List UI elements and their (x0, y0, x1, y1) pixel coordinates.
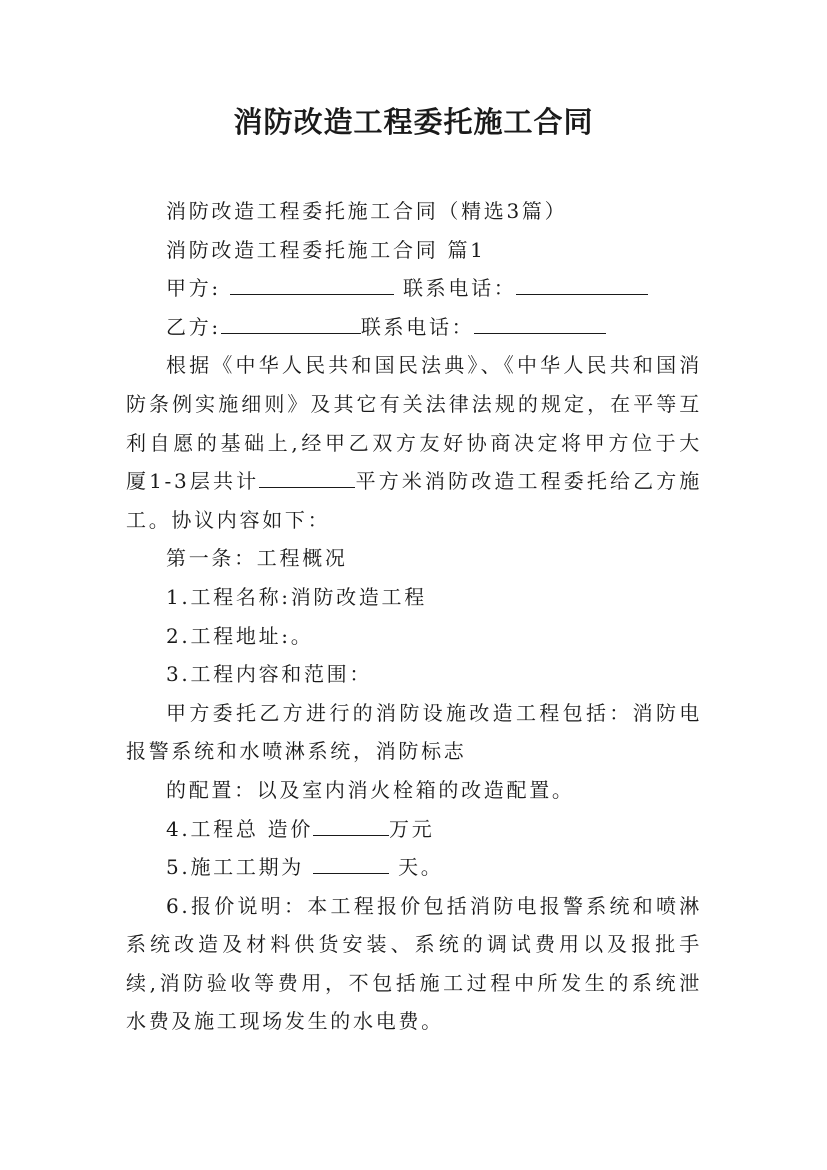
total-cost-blank (313, 813, 389, 836)
article-1-heading: 第一条：工程概况 (166, 546, 348, 571)
party-a-line (126, 269, 702, 308)
party-b-line (126, 308, 702, 347)
document-title: 消防改造工程委托施工合同 (233, 105, 594, 139)
item-quotation-notes: 6.报价说明：本工程报价包括消防电报警系统和喷淋系统改造及材料供货安装、系统的调试费用以及报批手续,消防验收等费用，不包括施工过程中所发生的系统泄水费及施工现场发生的水电费。 (126, 893, 702, 1034)
paragraph-scope-detail-cont: 的配置：以及室内消火栓箱的改造配置。 (166, 777, 575, 802)
item-project-address: 2.工程地址:。 (166, 623, 314, 648)
party-b-phone-label: 联系电话： (360, 314, 475, 339)
paragraph-basis: 根据《中华人民共和国民法典》、《中华人民共和国消防条例实施细则》及其它有关法律法规的规定，在平等互利自愿的基础上,经甲乙双方友好协商决定将甲方位于大厦1-3层共计 平方米消防改造工程委托给乙方施工。协议内容如下： (126, 353, 703, 532)
document-body (126, 192, 702, 1041)
party-a-label: 甲方: (166, 276, 221, 301)
party-b-phone-blank (474, 311, 606, 334)
paragraph-heading-collection: 消防改造工程委托施工合同（精选3篇） (166, 199, 568, 223)
paragraph-heading-part-1: 消防改造工程委托施工合同 篇1 (166, 237, 486, 262)
item-project-scope: 3.工程内容和范围： (166, 662, 373, 687)
item-construction-period: 5.施工工期为 天。 (126, 848, 702, 887)
period-blank (313, 851, 389, 874)
party-a-phone-blank (516, 272, 648, 295)
party-a-phone-label: 联系电话： (402, 276, 517, 301)
area-blank (259, 465, 355, 488)
item-total-cost: 4.工程总 造价 万元 (126, 810, 702, 849)
paragraph-scope-detail: 甲方委托乙方进行的消防设施改造工程包括：消防电报警系统和水喷淋系统，消防标志 (126, 700, 702, 764)
party-a-name-blank (230, 272, 394, 295)
item-project-name: 1.工程名称:消防改造工程 (166, 584, 427, 609)
party-b-name-blank (221, 311, 361, 334)
party-b-label: 乙方: (166, 314, 221, 339)
